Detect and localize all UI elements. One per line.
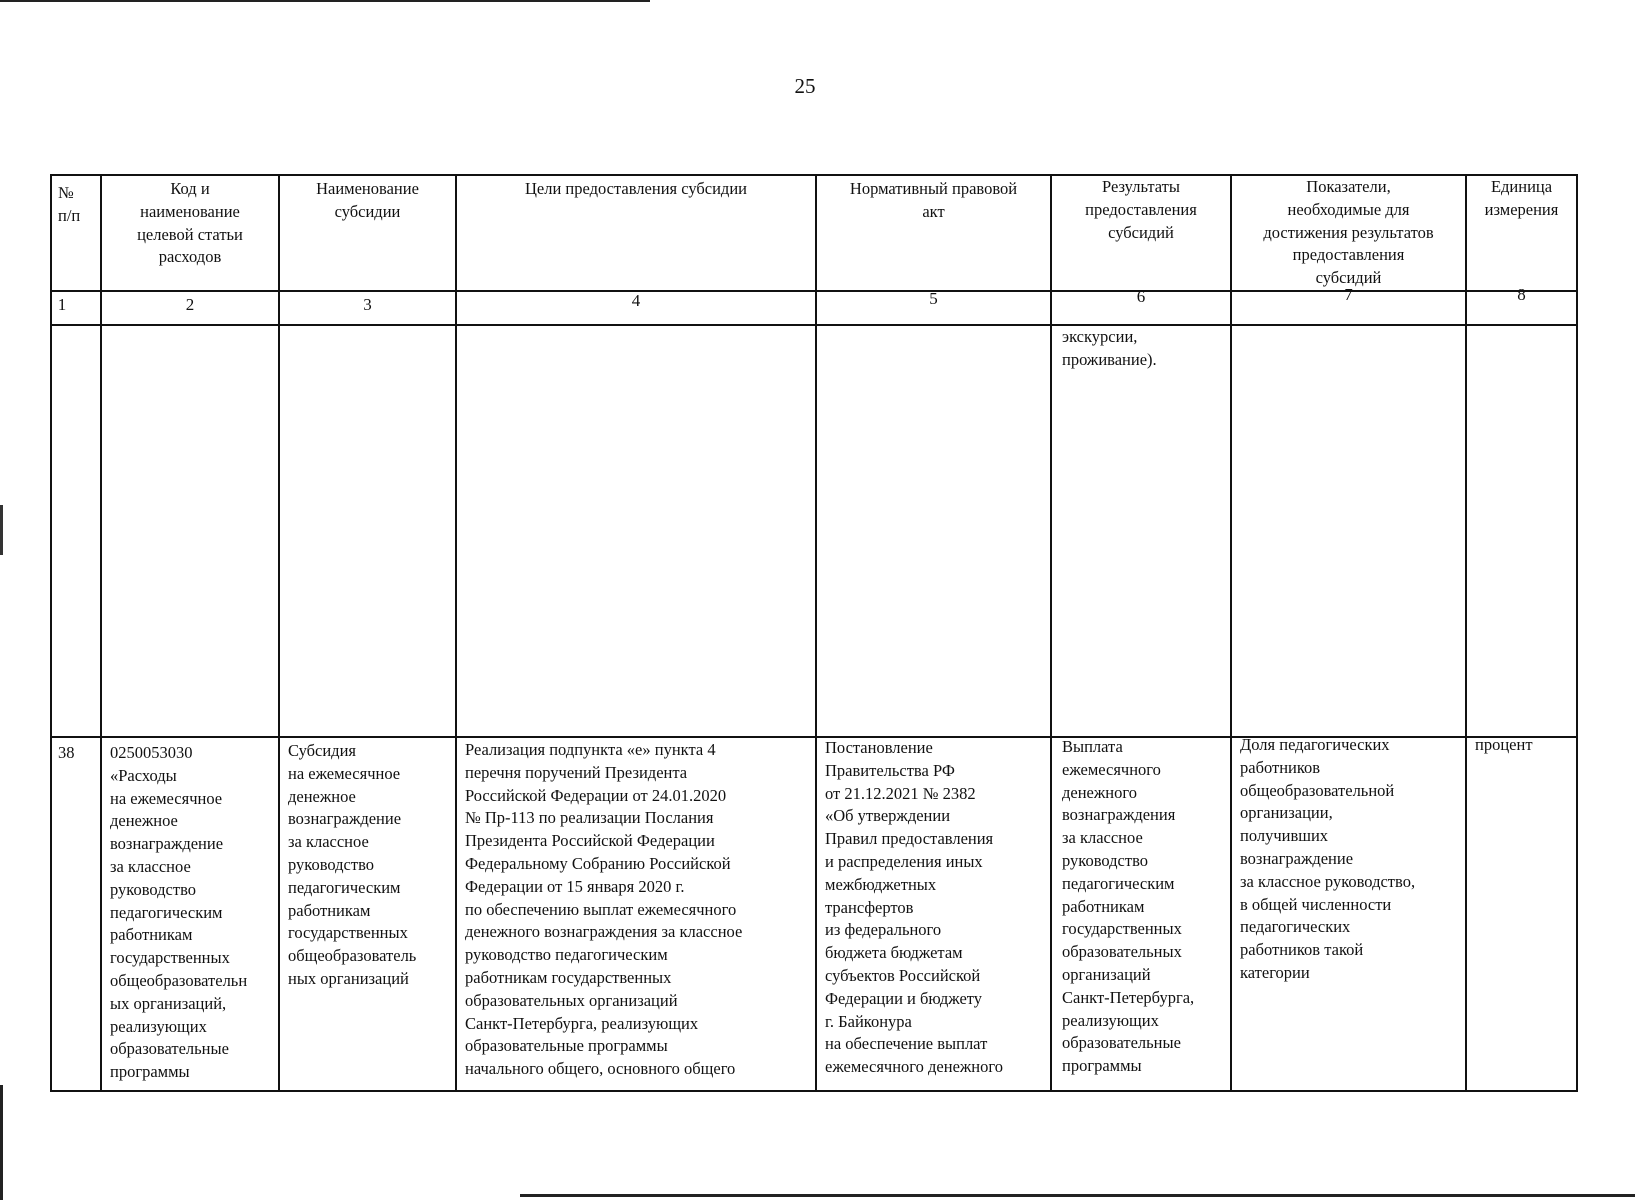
scan-edge-left-mark (0, 505, 3, 555)
row-legal-act-text: Постановление Правительства РФ от 21.12.2021 № 2382 «Об утверждении Правил предоставления и распределения иных межбюджетных трансфертов из федерального бюджета бюджетам субъектов Российской Федерации и бюджету г. Байконура на обеспечение выплат ежемесячного денежного (825, 738, 1003, 1077)
column-number-6: 6 (1136, 287, 1146, 306)
header-goals: Цели предоставления субсидии (525, 179, 747, 198)
column-number-1: 1 (57, 295, 67, 314)
column-divider (1465, 174, 1467, 1092)
scan-edge-bottom (520, 1194, 1635, 1197)
header-subsidy-name: Наименование субсидии (316, 179, 419, 221)
column-divider (1230, 174, 1232, 1092)
column-number-3: 3 (363, 295, 372, 314)
header-results: Результаты предоставления субсидий (1085, 177, 1197, 242)
column-number-7: 7 (1344, 285, 1353, 304)
header-unit: Единица измерения (1484, 177, 1559, 219)
row-unit-text: процент (1475, 735, 1533, 754)
scan-edge-left-bar (0, 1085, 3, 1200)
scan-edge-top (0, 0, 650, 2)
row-indicators-text: Доля педагогических работников общеобразовательной организации, получивших вознаграждение за классное руководство, в общей численности педагогических работников такой категории (1240, 735, 1416, 982)
column-divider (815, 174, 817, 1092)
header-code: Код и наименование целевой статьи расходов (137, 179, 243, 267)
subsidy-table (50, 174, 1578, 1092)
column-number-4: 4 (631, 291, 641, 310)
column-divider (1050, 174, 1052, 1092)
page-number: 25 (794, 74, 816, 98)
column-number-5: 5 (929, 289, 938, 308)
column-number-8: 8 (1517, 285, 1526, 304)
table-border-right (1576, 174, 1578, 1092)
row-code-text: 0250053030 «Расходы на ежемесячное денежное вознаграждение за классное руководство педагогическим работникам государственных общеобразовательн ых организаций, реализующих образовательные программы (110, 743, 248, 1082)
header-indicators: Показатели, необходимые для достижения результатов предоставления субсидий (1263, 177, 1434, 288)
row-subsidy-text: Субсидия на ежемесячное денежное вознаграждение за классное руководство педагогическим работникам государственных общеобразователь ных организаций (288, 741, 417, 988)
header-number: № п/п (58, 183, 81, 225)
header-legal-act: Нормативный правовой акт (849, 179, 1018, 221)
column-number-2: 2 (185, 295, 195, 314)
continued-results-text: экскурсии, проживание). (1062, 327, 1157, 369)
row-goals-text: Реализация подпункта «е» пункта 4 перечня поручений Президента Российской Федерации от 24.01.2020 № Пр-113 по реализации Послания Президента Российской Федерации Федеральному Собранию Российской Федерации от 15 января 2020 г. по обеспечению выплат ежемесячного денежного вознаграждения за классное руководство педагогическим работникам государственных образовательных организаций Санкт-Петербурга, реализующих образовательные программы начального общего, основного общего (465, 740, 743, 1079)
row-results-text: Выплата ежемесячного денежного вознаграждения за классное руководство педагогическим работникам государственных образовательных организаций Санкт-Петербурга, реализующих образовательные программы (1062, 737, 1195, 1076)
row-number: 38 (58, 743, 75, 762)
